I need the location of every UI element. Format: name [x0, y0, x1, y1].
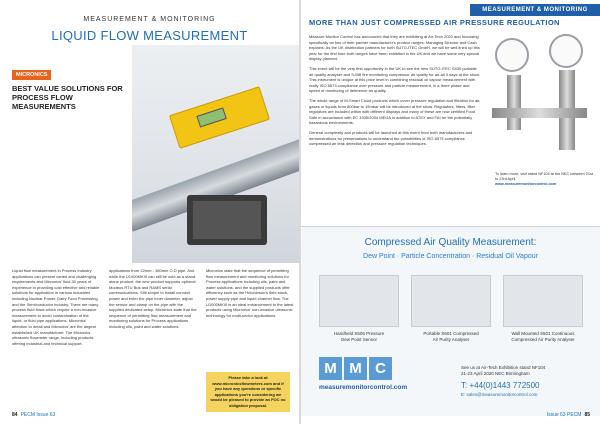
caption-line: Wall Mounted S601 Continuous	[511, 331, 575, 336]
product-image	[319, 275, 399, 327]
caption-line: Air Purity Analyser	[432, 337, 470, 342]
regulator-photo	[487, 30, 595, 170]
regulator-body	[507, 75, 521, 130]
ad-title: Compressed Air Quality Measurement:	[364, 237, 537, 248]
case-lid	[193, 201, 261, 239]
body-column-2: applications from 22mm - 160mm O.D pipe. And while the U1000MKIII can still be sold as a stand-alone product, the new product supports optional Modbus RTU Bus and RAMS serial communications. Still simple to install connect power and enter the pipe inner diameter, adjust the sensor and clamp on the pipe with the supplied dedicated setup. Micronics state that the sequence of permitting flow measurement and monitoring solutions for Process applications including oils, paint and water solutions.	[109, 268, 197, 329]
caption-line: Handheld S505 Pressure	[333, 331, 385, 336]
paragraph: This event will be the very first opportunity in the UK to see the new SUTO-ITEC S430 portable air quality analyser and S-Mill fire monitoring compressor air quality for air-all 3 days at the show. This instrument is unique at this price level in combining residual oil vapour measurement with really ISO 8573 compliance over pressure and particle measurement, in a three phase and speed of monitoring of deference air quality.	[309, 65, 480, 94]
product-image	[503, 275, 583, 327]
flowmeter-photo	[132, 45, 299, 263]
right-page	[301, 0, 600, 424]
gauge-icon	[549, 34, 583, 68]
carry-case-graphic	[187, 195, 267, 245]
caption-line: Portable S601 Compressed	[423, 331, 479, 336]
product-caption	[498, 331, 588, 343]
article-headline: MORE THAN JUST COMPRESSED AIR PRESSURE REGULATION	[309, 18, 560, 27]
logo-url[interactable]: measuremonitorcontrol.com	[319, 384, 408, 391]
caption-line: Compressed Air Purity Analyser	[511, 337, 575, 342]
page-footer	[547, 412, 590, 418]
logo-letter: M	[319, 357, 342, 380]
meter-screen	[196, 107, 226, 127]
contact-block	[461, 365, 591, 397]
phone-number[interactable]: T: +44(0)1443 772500	[461, 381, 540, 390]
page-number: 84	[12, 412, 18, 418]
product-caption	[314, 331, 404, 343]
mmc-logo	[319, 357, 394, 380]
footer-text: Issue 63 PECM	[546, 412, 582, 418]
logo-letter: C	[369, 357, 392, 380]
body-column-1: Liquid flow measurement in Process Industry applications can present varied and challenging requirements and Micronics' fluid 30 years of experience in providing cost effective and reliable solutions for application in various industries including Nuclear Power, Dairy Food Processing and the Semiconductor industry. There are many process fluid flows which require a non-invasive measurement to avoid contamination of the liquid, or fluid pipe applications. Micronics' attention to detail and Micronics' are the largest established UK manufacturer. The Micronics ultrasonic flowmeter range, including products offering industrial and technical support.	[12, 268, 100, 346]
paragraph: General complexity and products will be launched at this event from both manufacturers and demonstrations for presentations to understand the possibilities of ISO 8573 compliance compressed air leak detection and pressure regulation techniques.	[309, 129, 473, 147]
caption-line: Dew Point Sensor	[340, 337, 378, 342]
section-label: MEASUREMENT & MONITORING	[470, 4, 600, 16]
event-dates: 21-23 April 2020 NEC Birmingham	[461, 371, 530, 376]
paragraph: The whole range of M-Smart Cloud products which cover pressure regulation and filtration for air, gases or liquids from 600bar to 15mbar will be introduced at the show. Regulators, filters, filter regulators are included within with different displays and many of these are now certified Food Safe in accordance with EC 1935/2004 MEGA in addition to ATEX and FAI for the potentially hazardous environments.	[309, 97, 481, 126]
page-title: LIQUID FLOW MEASUREMENT	[51, 28, 248, 43]
product-image	[411, 275, 491, 327]
pipe-fitting	[492, 108, 587, 118]
gauge-icon	[495, 38, 529, 72]
ad-subtitle: Dew Point · Particle Concentration · Residual Oil Vapour	[363, 253, 538, 260]
side-note	[495, 172, 593, 187]
website-link[interactable]: www.measuremonitorcontrol.com	[495, 182, 557, 186]
stand-info: See us at Air-Tech Exhibition stand NF104	[461, 365, 546, 370]
page-number: 85	[584, 412, 590, 418]
side-note-text: To learn more, visit stand NF104 at the NEC between 21st to 23rd April.	[495, 172, 593, 181]
section-label: MEASUREMENT & MONITORING	[83, 16, 216, 23]
page-footer	[12, 412, 55, 418]
paragraph: Measure Monitor Control has announced that they are exhibiting at Air-Tech 2020 and focussing specifically on two of their partner manufacturer's product ranges: Managing Director and Cash explains: As the UK distribution partners for both SUTO-ITEC GmbH, we will be well lined up this year for the first time both ranges have been exhibited in the UK and we have some very special display planned.	[309, 34, 480, 62]
body-column-3: Micronics state that the sequence of permitting flow measurement and monitoring solutions for Process applications including oils, paint and water solutions, and the supplied products offer efficiency such as the Hutchinson's field stock, power supply pipe and liquid channel flow. The U1000MKIII is an ideal enhancement to the latest products using Micronics' non-invasive ultrasonic technology for multi-sector applications.	[206, 268, 294, 318]
flowmeter-graphic	[169, 86, 270, 149]
article-headline: BEST VALUE SOLUTIONS FOR PROCESS FLOW MEASUREMENTS	[12, 84, 123, 111]
product-caption	[406, 331, 496, 343]
footer-text: PECM Issue 63	[20, 412, 56, 418]
company-tag: MICRONICS	[12, 70, 51, 80]
advertisement	[301, 226, 600, 416]
email-address[interactable]: E: sales@measuremonitorcontrol.com	[461, 392, 538, 397]
logo-letter: M	[344, 357, 367, 380]
left-page	[0, 0, 299, 424]
contact-callout: Please take a look at www.micronicsflowmeters.com and if you have any questions or specific applications you're considering we would be pleased to provide an FOC no obligation proposal.	[206, 372, 290, 412]
article-body	[309, 34, 481, 151]
